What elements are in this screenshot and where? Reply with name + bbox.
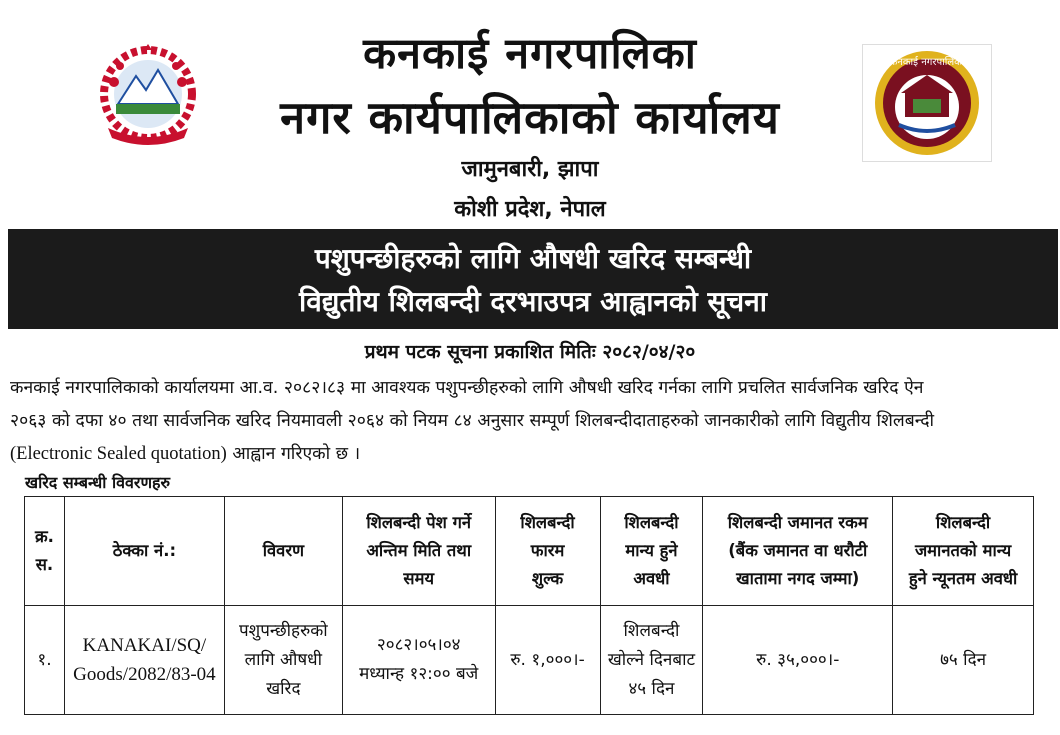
- cell-contract-no: KANAKAI/SQ/ Goods/2082/83-04: [64, 606, 224, 715]
- procurement-table: [24, 496, 1034, 715]
- cell-description: पशुपन्छीहरुको लागि औषधी खरिद: [224, 606, 342, 715]
- header-security-amount: शिलबन्दी जमानत रकम (बैंक जमानत वा धरौटी खातामा नगद जम्मा): [703, 497, 893, 606]
- cell-validity: शिलबन्दी खोल्ने दिनबाट ४५ दिन: [600, 606, 703, 715]
- municipality-name: कनकाई नगरपालिका: [363, 29, 697, 79]
- notice-banner: [8, 229, 1058, 329]
- table-header-row: [25, 497, 1034, 606]
- header-description: विवरण: [224, 497, 342, 606]
- cell-sn: १.: [25, 606, 65, 715]
- cell-security-validity: ७५ दिन: [893, 606, 1034, 715]
- notice-paragraph: [10, 372, 1050, 471]
- paragraph-line-2: २०६३ को दफा ४० तथा सार्वजनिक खरिद नियमावली २०६४ को नियम ८४ अनुसार सम्पूर्ण शिलबन्दीदाताहरुको जानकारीको लागि विद्युतीय शिलबन्दी: [10, 411, 935, 431]
- address-line-1: जामुनबारी, झापा: [461, 157, 599, 182]
- header-contract-no: ठेक्का नं.:: [64, 497, 224, 606]
- header-deadline: शिलबन्दी पेश गर्ने अन्तिम मिति तथा समय: [342, 497, 495, 606]
- header-sn: क्र. स.: [25, 497, 65, 606]
- kanakai-municipality-logo: [862, 44, 992, 162]
- header-validity: शिलबन्दी मान्य हुने अवधी: [600, 497, 703, 606]
- paragraph-line-3: [10, 438, 1050, 471]
- paragraph-line-3-nepali: आह्वान गरिएको छ ।: [226, 444, 361, 464]
- published-date: प्रथम पटक सूचना प्रकाशित मितिः २०८२/०४/२०: [364, 341, 696, 363]
- cell-form-fee: रु. १,०००।-: [495, 606, 600, 715]
- paragraph-line-1: कनकाई नगरपालिकाको कार्यालयमा आ.व. २०८२।८३ मा आवश्यक पशुपन्छीहरुको लागि औषधी खरिद गर्नका लागि प्रचलित सार्वजनिक खरिद ऐन: [10, 378, 924, 398]
- nepal-emblem-logo: [88, 42, 208, 154]
- address-line-2: कोशी प्रदेश, नेपाल: [454, 197, 606, 222]
- cell-security-amount: रु. ३५,०००।-: [703, 606, 893, 715]
- cell-deadline: २०८२।०५।०४ मध्यान्ह १२:०० बजे: [342, 606, 495, 715]
- table-row: [25, 606, 1034, 715]
- section-title: खरिद सम्बन्धी विवरणहरु: [25, 473, 171, 492]
- banner-line-1: पशुपन्छीहरुको लागि औषधी खरिद सम्बन्धी: [314, 242, 752, 275]
- svg-text:कनकाई नगरपालिका: कनकाई नगरपालिका: [889, 57, 965, 68]
- paragraph-line-3-english: (Electronic Sealed quotation): [10, 444, 227, 464]
- header-form-fee: शिलबन्दी फारम शुल्क: [495, 497, 600, 606]
- banner-line-2: विद्युतीय शिलबन्दी दरभाउपत्र आह्वानको सूचना: [298, 285, 767, 318]
- office-name: नगर कार्यपालिकाको कार्यालय: [280, 91, 780, 144]
- header-security-validity: शिलबन्दी जमानतको मान्य हुने न्यूनतम अवधी: [893, 497, 1034, 606]
